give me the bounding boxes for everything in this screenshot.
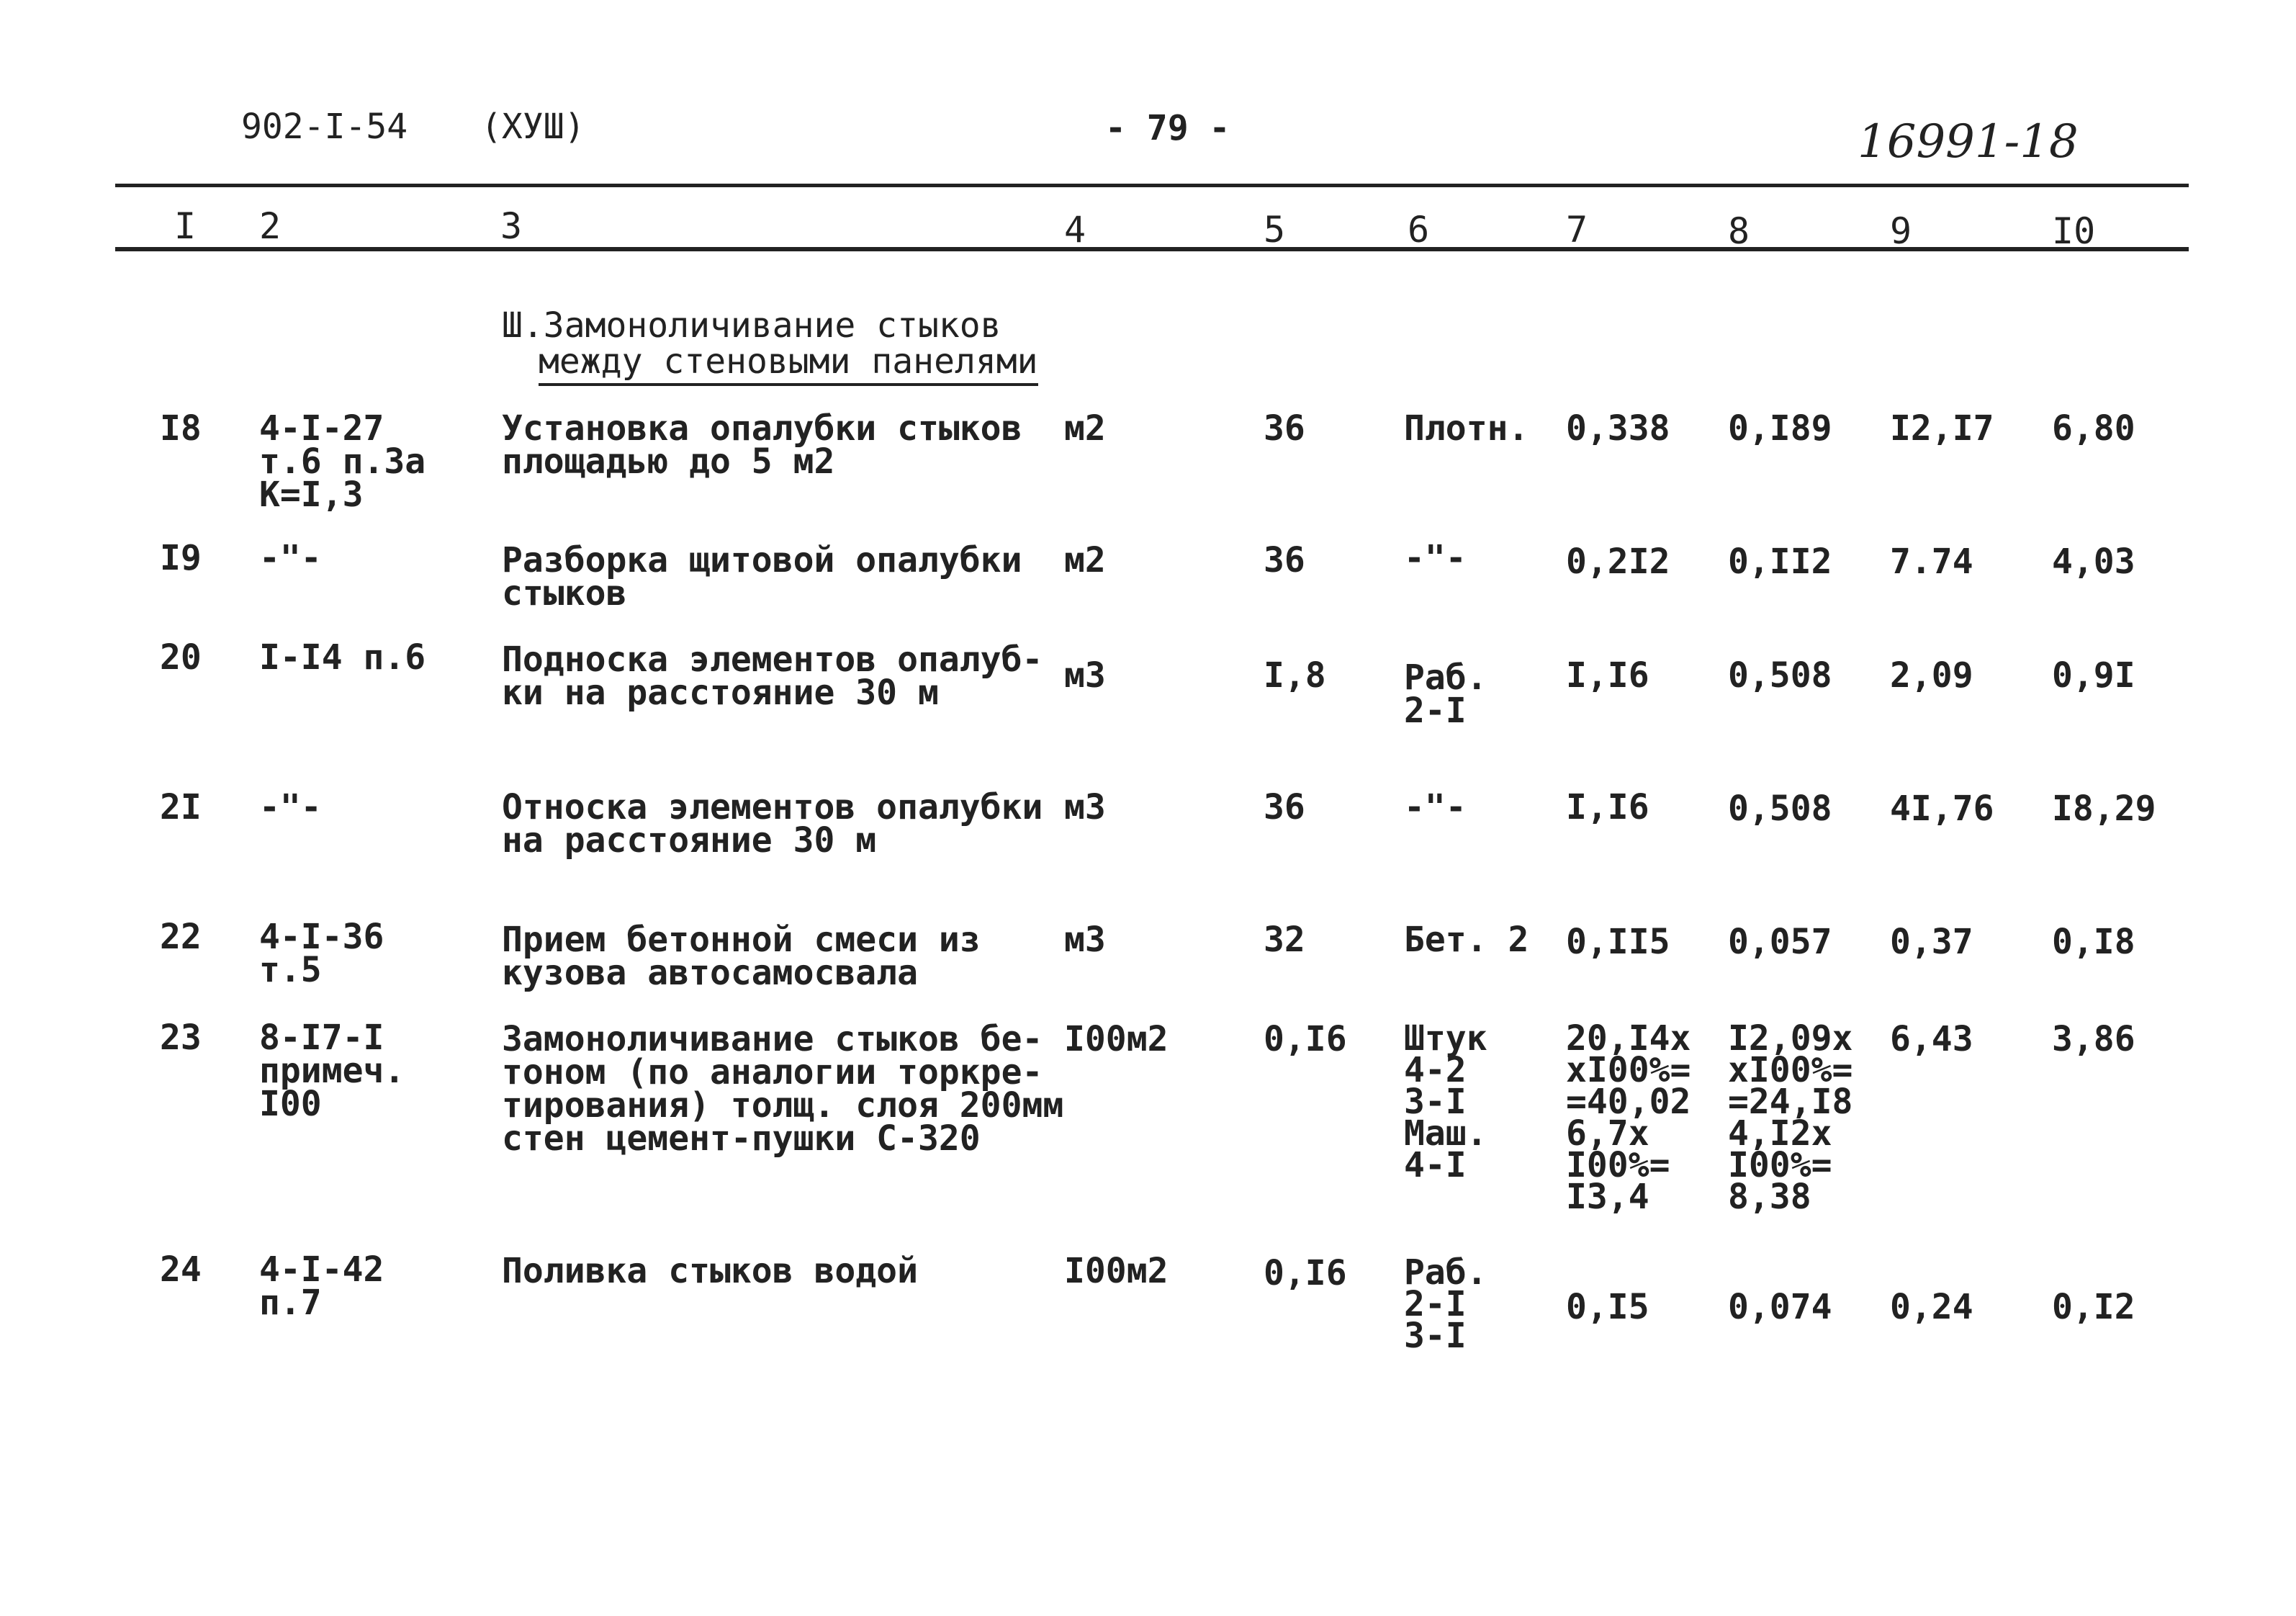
row-crew: -"-: [1404, 538, 1467, 578]
row-description: Относка элементов опалубки на расстояние 30 м: [502, 787, 1043, 861]
row-reference: -"-: [259, 787, 322, 827]
section-code: (ХУШ): [481, 107, 585, 147]
column-header-10: I0: [2052, 210, 2096, 252]
row-reference: 8-I7-I примеч. I00: [259, 1018, 405, 1124]
table-header-rule: [115, 247, 2189, 251]
column-header-4: 4: [1064, 209, 1086, 251]
column-header-2: 2: [259, 205, 282, 247]
column-header-6: 6: [1408, 209, 1430, 251]
section-title-line-1: Ш.Замоноличивание стыков: [502, 305, 1001, 346]
row-col10: 0,9I: [2052, 655, 2135, 696]
row-number: 22: [160, 917, 202, 957]
row-number: I8: [160, 408, 202, 449]
row-description: Замоноличивание стыков бе- тоном (по аналогии торкре- тирования) толщ. слоя 200мм стен цемент-пушки С-320: [502, 1019, 1064, 1159]
row-col9: 0,24: [1890, 1287, 1973, 1327]
column-header-8: 8: [1728, 210, 1750, 252]
column-header-5: 5: [1264, 209, 1286, 251]
row-unit: I00м2: [1064, 1019, 1169, 1059]
row-crew: Бет. 2: [1404, 920, 1529, 960]
row-crew: Штук 4-2 3-I Маш. 4-I: [1404, 1018, 1487, 1185]
row-description: Установка опалубки стыков площадью до 5 м2: [502, 408, 1022, 482]
row-col7: I,I6: [1566, 787, 1649, 827]
row-col10: I8,29: [2052, 789, 2156, 829]
section-title-line-2: между стеновыми панелями: [539, 341, 1038, 386]
row-quantity: 32: [1264, 920, 1305, 960]
row-number: 2I: [160, 787, 202, 827]
row-col7: 0,338: [1566, 408, 1670, 449]
row-col9: 7.74: [1890, 542, 1973, 582]
row-col9: I2,I7: [1890, 408, 1994, 449]
row-unit: м2: [1064, 540, 1106, 580]
row-col8: 0,057: [1728, 922, 1832, 962]
row-number: 23: [160, 1018, 202, 1058]
column-header-7: 7: [1566, 209, 1588, 251]
row-col8: 0,508: [1728, 655, 1832, 696]
row-reference: 4-I-42 п.7: [259, 1249, 384, 1323]
row-crew: Раб. 2-I 3-I: [1404, 1252, 1487, 1356]
row-quantity: 36: [1264, 787, 1305, 827]
row-unit: м3: [1064, 787, 1106, 827]
row-col8: 0,508: [1728, 789, 1832, 829]
row-col8: I2,09х хI00%= =24,I8 4,I2х I00%= 8,38: [1728, 1018, 1853, 1217]
row-reference: 4-I-36 т.5: [259, 917, 384, 990]
row-description: Прием бетонной смеси из кузова автосамосвала: [502, 920, 981, 993]
row-col9: 6,43: [1890, 1019, 1973, 1059]
row-col8: 0,II2: [1728, 542, 1832, 582]
row-description: Разборка щитовой опалубки стыков: [502, 540, 1022, 614]
row-col7: 0,2I2: [1566, 542, 1670, 582]
row-description: Подноска элементов опалуб- ки на расстояние 30 м: [502, 639, 1043, 713]
row-number: I9: [160, 538, 202, 578]
row-quantity: I,8: [1264, 655, 1326, 696]
row-col9: 0,37: [1890, 922, 1973, 962]
row-col10: 0,I2: [2052, 1287, 2135, 1327]
row-reference: 4-I-27 т.6 п.3а К=I,3: [259, 408, 426, 515]
column-header-3: 3: [500, 205, 523, 247]
column-header-1: I: [174, 205, 197, 247]
row-quantity: 36: [1264, 540, 1305, 580]
row-col10: 6,80: [2052, 408, 2135, 449]
row-number: 24: [160, 1249, 202, 1290]
row-col10: 4,03: [2052, 542, 2135, 582]
row-number: 20: [160, 637, 202, 678]
row-quantity: 36: [1264, 408, 1305, 449]
row-col10: 0,I8: [2052, 922, 2135, 962]
row-quantity: 0,I6: [1264, 1019, 1347, 1059]
row-crew: Плотн.: [1404, 408, 1529, 449]
row-col8: 0,074: [1728, 1287, 1832, 1327]
row-unit: I00м2: [1064, 1251, 1169, 1291]
row-col7: 0,II5: [1566, 922, 1670, 962]
row-reference: I-I4 п.6: [259, 637, 426, 678]
row-unit: м3: [1064, 655, 1106, 696]
row-unit: м3: [1064, 920, 1106, 960]
row-reference: -"-: [259, 538, 322, 578]
row-col9: 2,09: [1890, 655, 1973, 696]
handwritten-number: 16991-18: [1858, 115, 2079, 169]
row-col9: 4I,76: [1890, 789, 1994, 829]
row-description: Поливка стыков водой: [502, 1251, 918, 1291]
row-quantity: 0,I6: [1264, 1253, 1347, 1293]
table-top-rule: [115, 184, 2189, 187]
row-col7: 20,I4х хI00%= =40,02 6,7х I00%= I3,4: [1566, 1018, 1691, 1217]
row-col7: 0,I5: [1566, 1287, 1649, 1327]
row-col8: 0,I89: [1728, 408, 1832, 449]
page-number: - 79 -: [1105, 108, 1230, 148]
document-code: 902-I-54: [241, 107, 408, 147]
row-unit: м2: [1064, 408, 1106, 449]
row-crew: Раб. 2-I: [1404, 657, 1487, 731]
row-col10: 3,86: [2052, 1019, 2135, 1059]
column-header-9: 9: [1890, 210, 1912, 252]
row-col7: I,I6: [1566, 655, 1649, 696]
row-crew: -"-: [1404, 787, 1467, 827]
